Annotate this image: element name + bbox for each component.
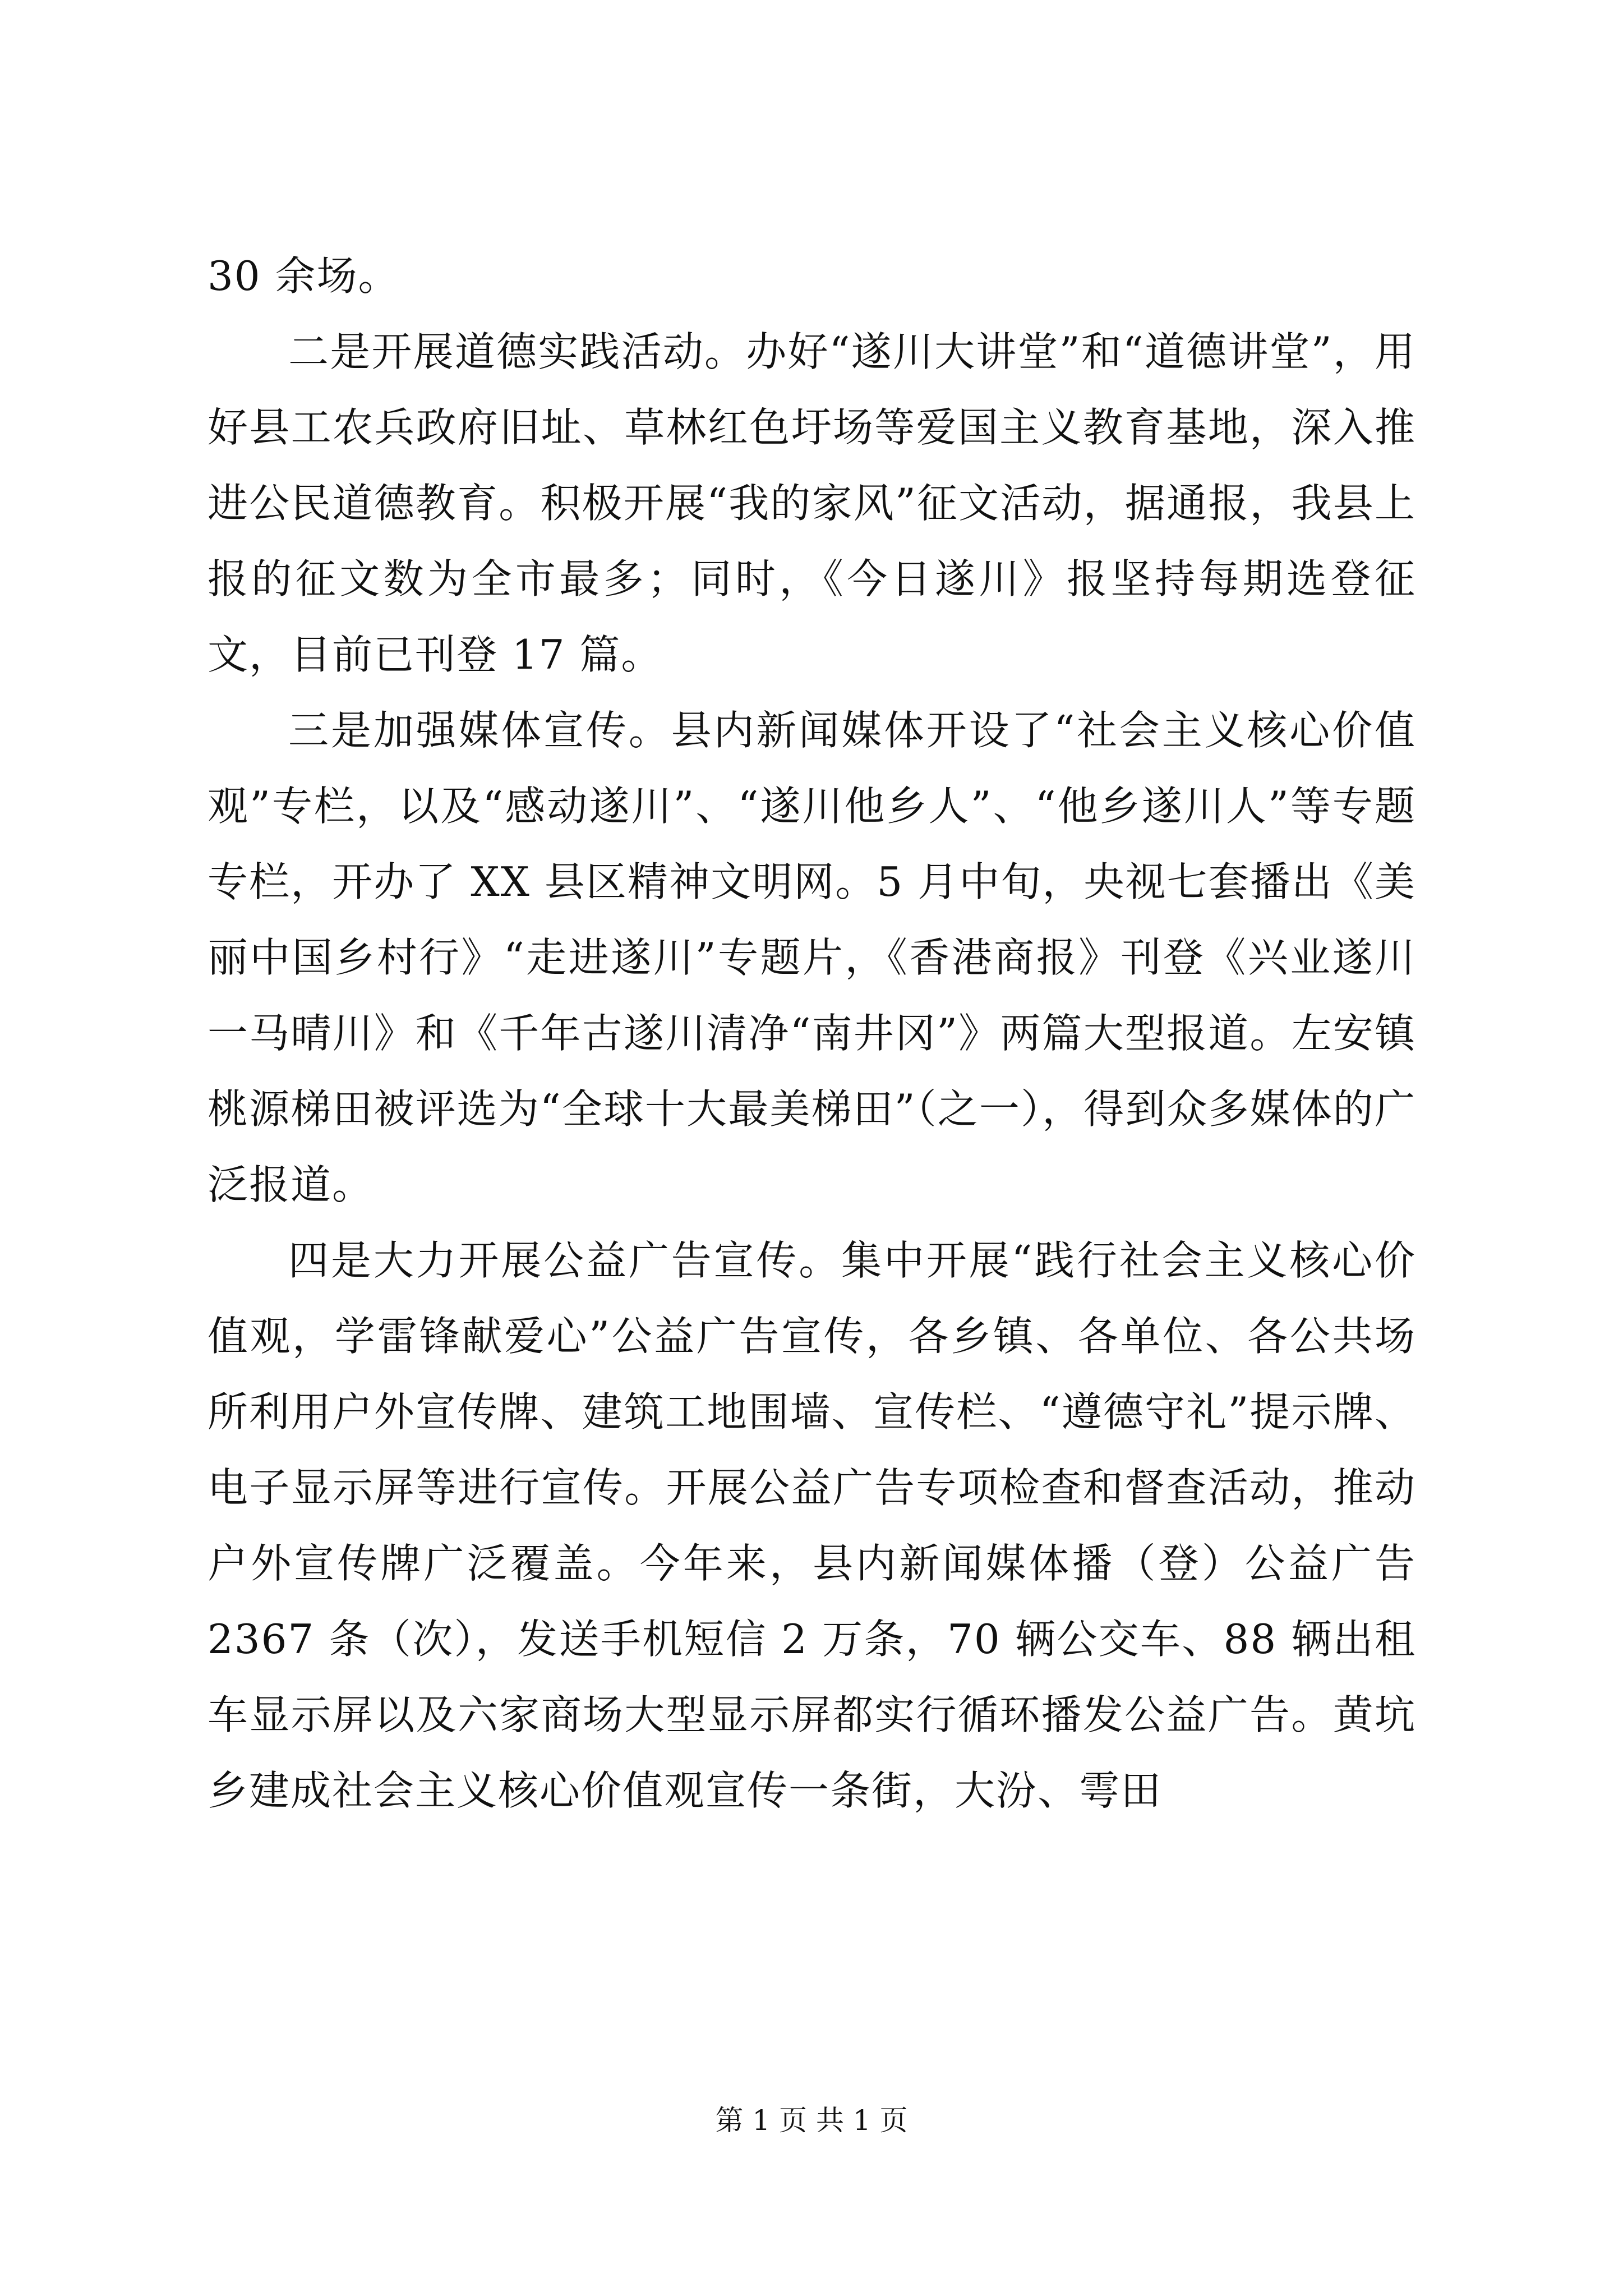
page-footer [0, 2104, 1623, 2137]
page-number-label: 第 1 页 共 1 页 [715, 2104, 908, 2137]
document-body [208, 238, 1416, 1829]
paragraph-public-service-ads: 四是大力开展公益广告宣传。集中开展“践行社会主义核心价值观，学雷锋献爱心”公益广告宣传，各乡镇、各单位、各公共场所利用户外宣传牌、建筑工地围墙、宣传栏、“遵德守礼”提示牌、电子显示屏等进行宣传。开展公益广告专项检查和督查活动，推动户外宣传牌广泛覆盖。今年来，县内新闻媒体播（登）公益广告 2367 条（次），发送手机短信 2 万条，70 辆公交车、88 辆出租车显示屏以及六家商场大型显示屏都实行循环播发公益广告。黄坑乡建成社会主义核心价值观宣传一条街，大汾、雩田 [208, 1237, 1416, 1814]
paragraph-continuation: 30 余场。 [208, 252, 400, 300]
paragraph-media-publicity: 三是加强媒体宣传。县内新闻媒体开设了“社会主义核心价值观”专栏，以及“感动遂川”、“遂川他乡人”、“他乡遂川人”等专题专栏，开办了 XX 县区精神文明网。5 月中旬，央视七套播出《美丽中国乡村行》“走进遂川”专题片，《香港商报》刊登《兴业遂川一马晴川》和《千年古遂川清净“南井冈”》两篇大型报道。左安镇桃源梯田被评选为“全球十大最美梯田”（之一），得到众多媒体的广泛报道。 [208, 707, 1416, 1208]
paragraph-moral-practice: 二是开展道德实践活动。办好“遂川大讲堂”和“道德讲堂”，用好县工农兵政府旧址、草林红色圩场等爱国主义教育基地，深入推进公民道德教育。积极开展“我的家风”征文活动，据通报，我县上报的征文数为全市最多；同时，《今日遂川》报坚持每期选登征文，目前已刊登 17 篇。 [208, 328, 1416, 678]
